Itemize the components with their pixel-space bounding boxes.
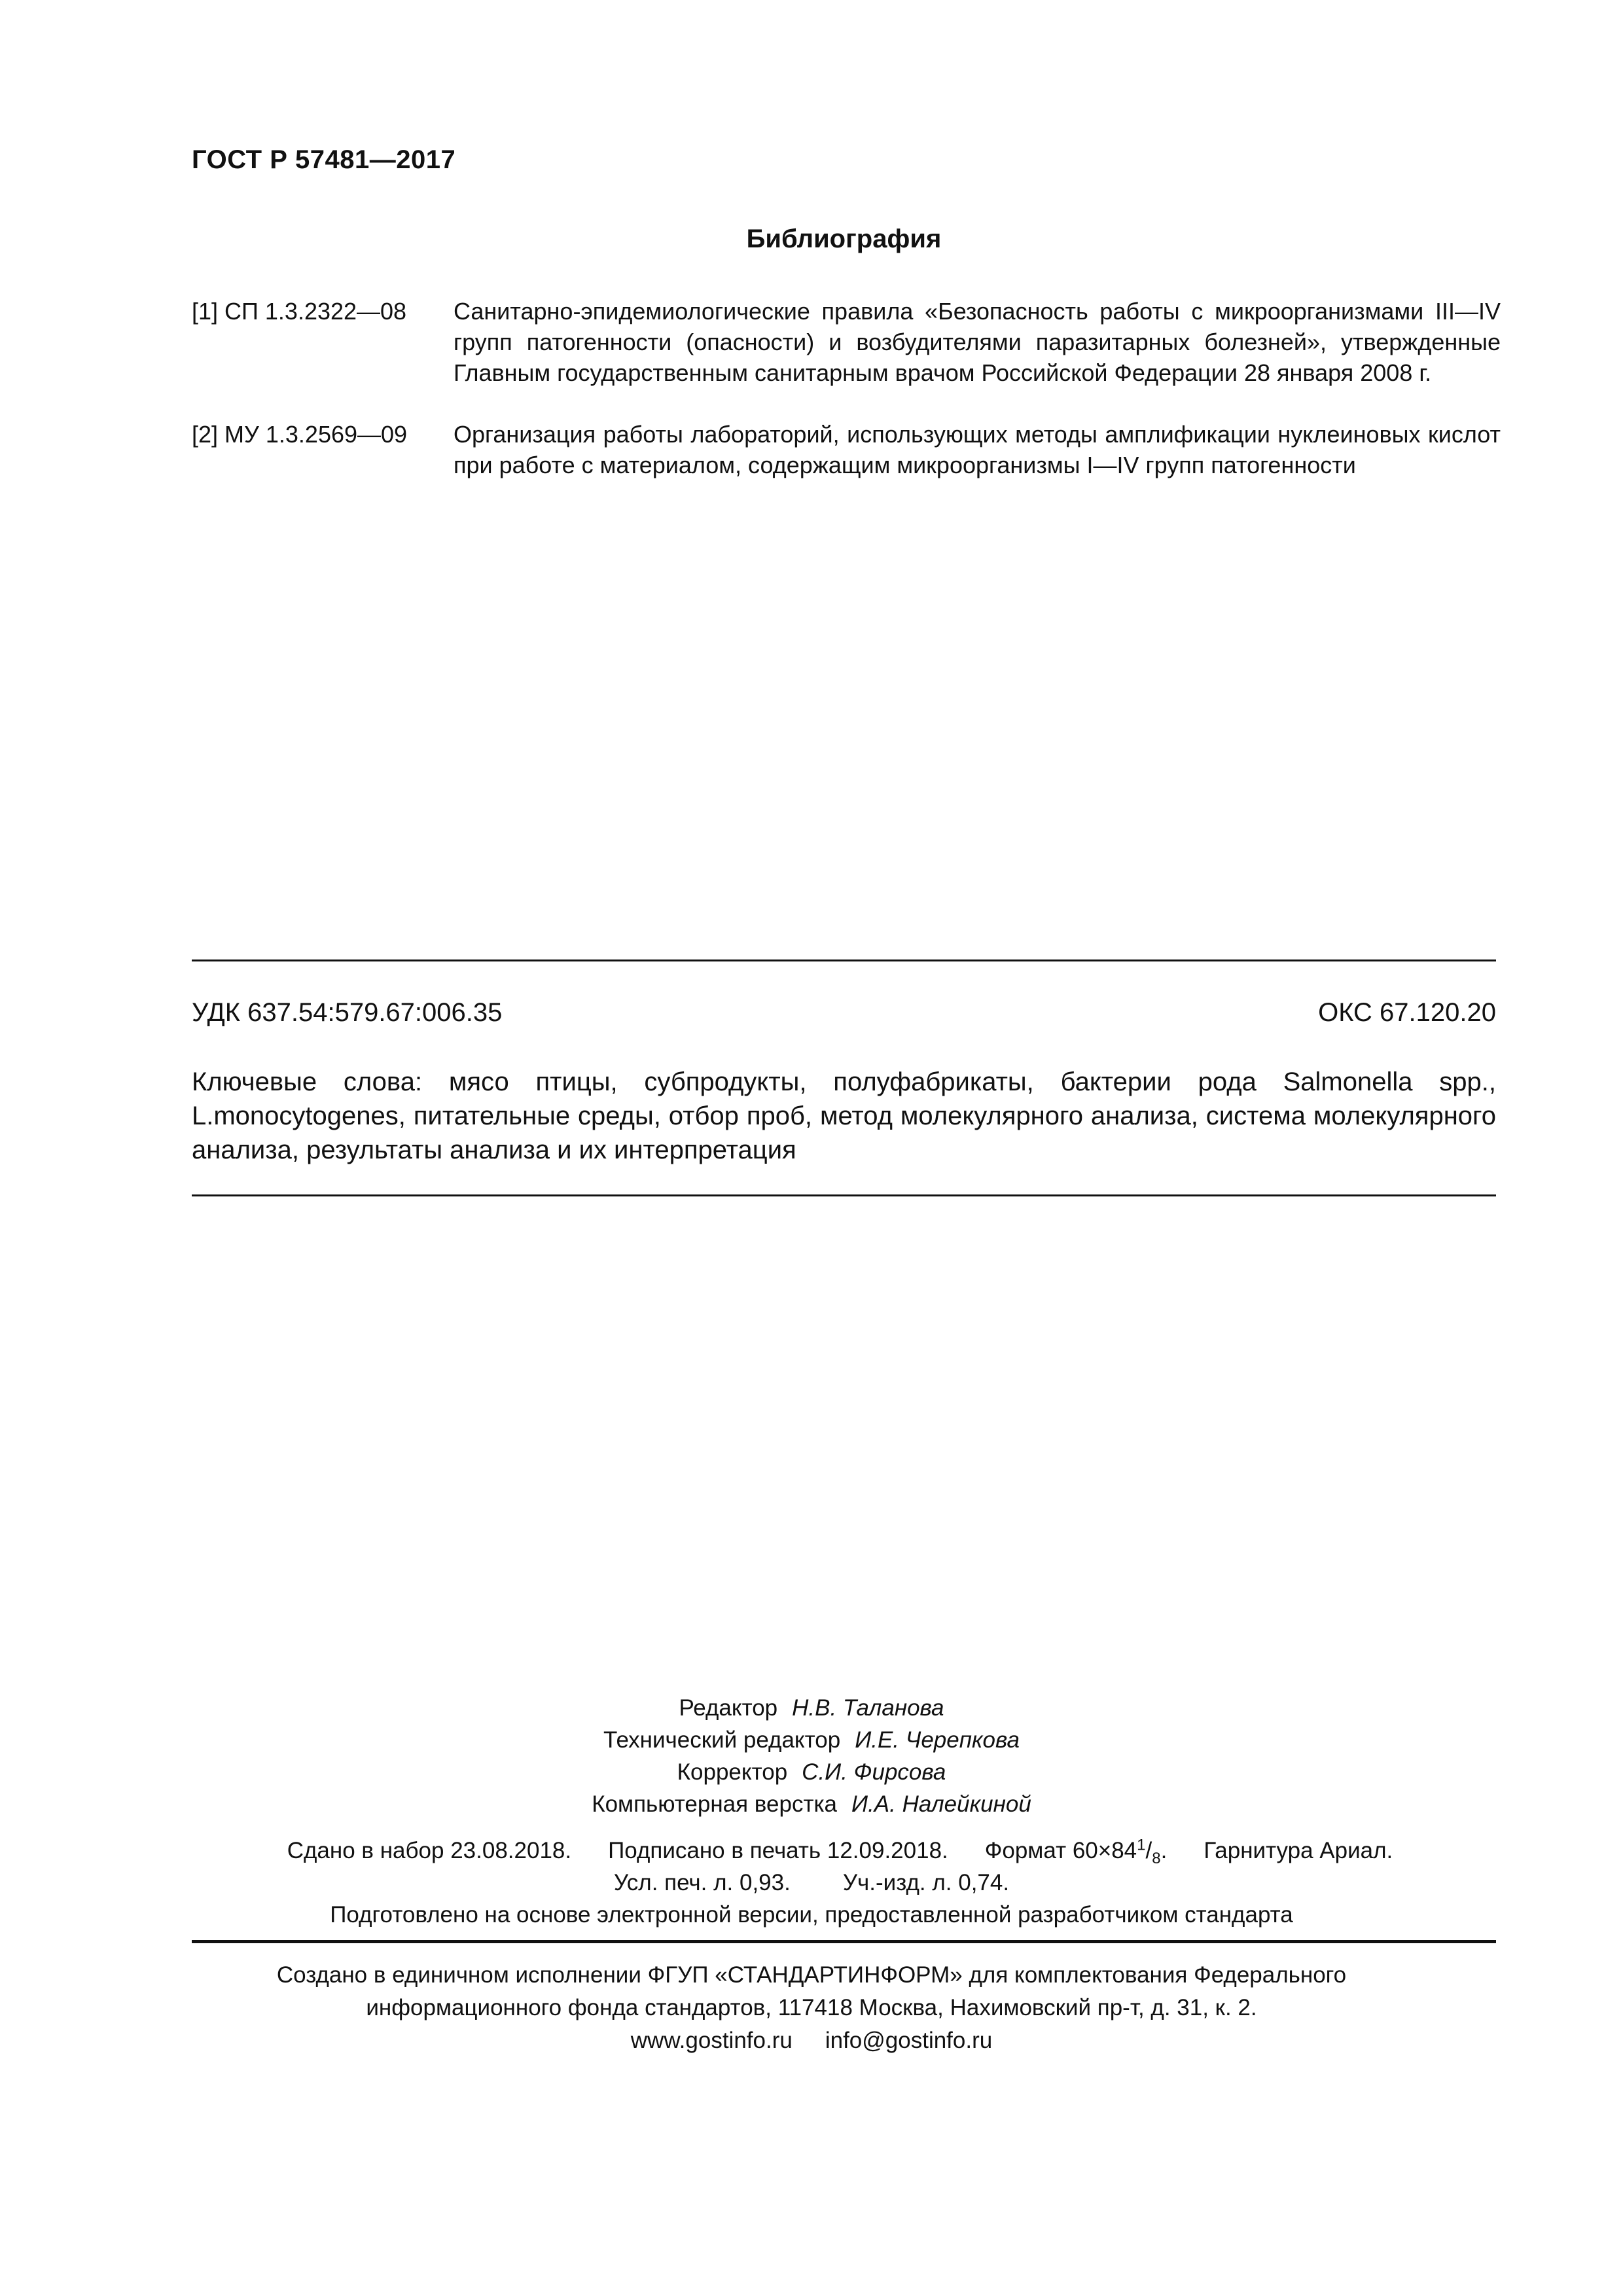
footer-line: Создано в единичном исполнении ФГУП «СТАНДАРТИНФОРМ» для комплектования Федерального [276, 1962, 1347, 1988]
credit-line [0, 1724, 1623, 1756]
format-prefix: Формат 60×84 [984, 1838, 1137, 1863]
keywords-paragraph: Ключевые слова: мясо птицы, субпродукты, полуфабрикаты, бактерии рода Salmonella spp., L.monocytogenes, питательные среды, отбор проб, метод молекулярного анализа, система молекулярного анализа, результаты анализа и их интерпретация [192, 1067, 1496, 1164]
submitted-date: Сдано в набор 23.08.2018. [287, 1838, 572, 1863]
print-sheets: Усл. печ. л. 0,93. [613, 1870, 791, 1895]
divider-top [192, 960, 1496, 961]
typeface: Гарнитура Ариал. [1204, 1838, 1393, 1863]
signed-date: Подписано в печать 12.09.2018. [608, 1838, 948, 1863]
publication-sheets: Уч.-изд. л. 0,74. [842, 1870, 1010, 1895]
print-sheets-line [0, 1867, 1623, 1899]
credit-role: Редактор [679, 1695, 778, 1721]
footer-line: информационного фонда стандартов, 117418 Москва, Нахимовский пр-т, д. 31, к. 2. [366, 1995, 1257, 2020]
divider-footer [192, 1940, 1496, 1943]
credit-person: Н.В. Таланова [792, 1695, 944, 1721]
credit-line [0, 1756, 1623, 1788]
paper-format [985, 1835, 1168, 1867]
credit-person: И.А. Налейкиной [851, 1791, 1031, 1817]
bibliography-title: Библиография [746, 224, 942, 253]
credit-person: С.И. Фирсова [802, 1759, 946, 1785]
credit-role: Технический редактор [603, 1727, 841, 1753]
website-link[interactable]: www.gostinfo.ru [630, 2028, 793, 2053]
oks-code: ОКС 67.120.20 [1318, 998, 1496, 1027]
email-link[interactable]: info@gostinfo.ru [825, 2028, 993, 2053]
credits-block [0, 1692, 1623, 1820]
udk-code: УДК 637.54:579.67:006.35 [192, 998, 503, 1027]
format-numerator: 1 [1137, 1836, 1146, 1854]
credit-role: Корректор [677, 1759, 788, 1785]
format-denominator: 8 [1152, 1850, 1161, 1867]
format-end: . [1160, 1838, 1168, 1863]
bibliography-entry-ref: [1] СП 1.3.2322—08 [192, 298, 407, 325]
publisher-footer [0, 1959, 1623, 2057]
prepared-note: Подготовлено на основе электронной версии, предоставленной разработчиком стандарта [330, 1902, 1293, 1928]
bibliography-entry-text: Санитарно-эпидемиологические правила «Безопасность работы с микроорганизмами III—IV групп патогенности (опасности) и возбудителями паразитарных болезней», утвержденные Главным государственным санитарным врачом Российской Федерации 28 января 2008 г. [454, 298, 1501, 386]
divider-bottom [192, 1194, 1496, 1196]
document-header-id: ГОСТ Р 57481—2017 [192, 145, 456, 174]
bibliography-entry-text: Организация работы лабораторий, использующих методы амплификации нуклеиновых кислот при работе с материалом, содержащим микроорганизмы I—IV групп патогенности [454, 421, 1501, 478]
credit-line [0, 1692, 1623, 1724]
format-slash: / [1145, 1838, 1152, 1863]
credit-person: И.Е. Черепкова [855, 1727, 1020, 1753]
bibliography-entry-ref: [2] МУ 1.3.2569—09 [192, 421, 408, 448]
footer-links [0, 2024, 1623, 2057]
credit-role: Компьютерная верстка [592, 1791, 838, 1817]
credit-line [0, 1788, 1623, 1820]
print-info-line [0, 1835, 1623, 1867]
